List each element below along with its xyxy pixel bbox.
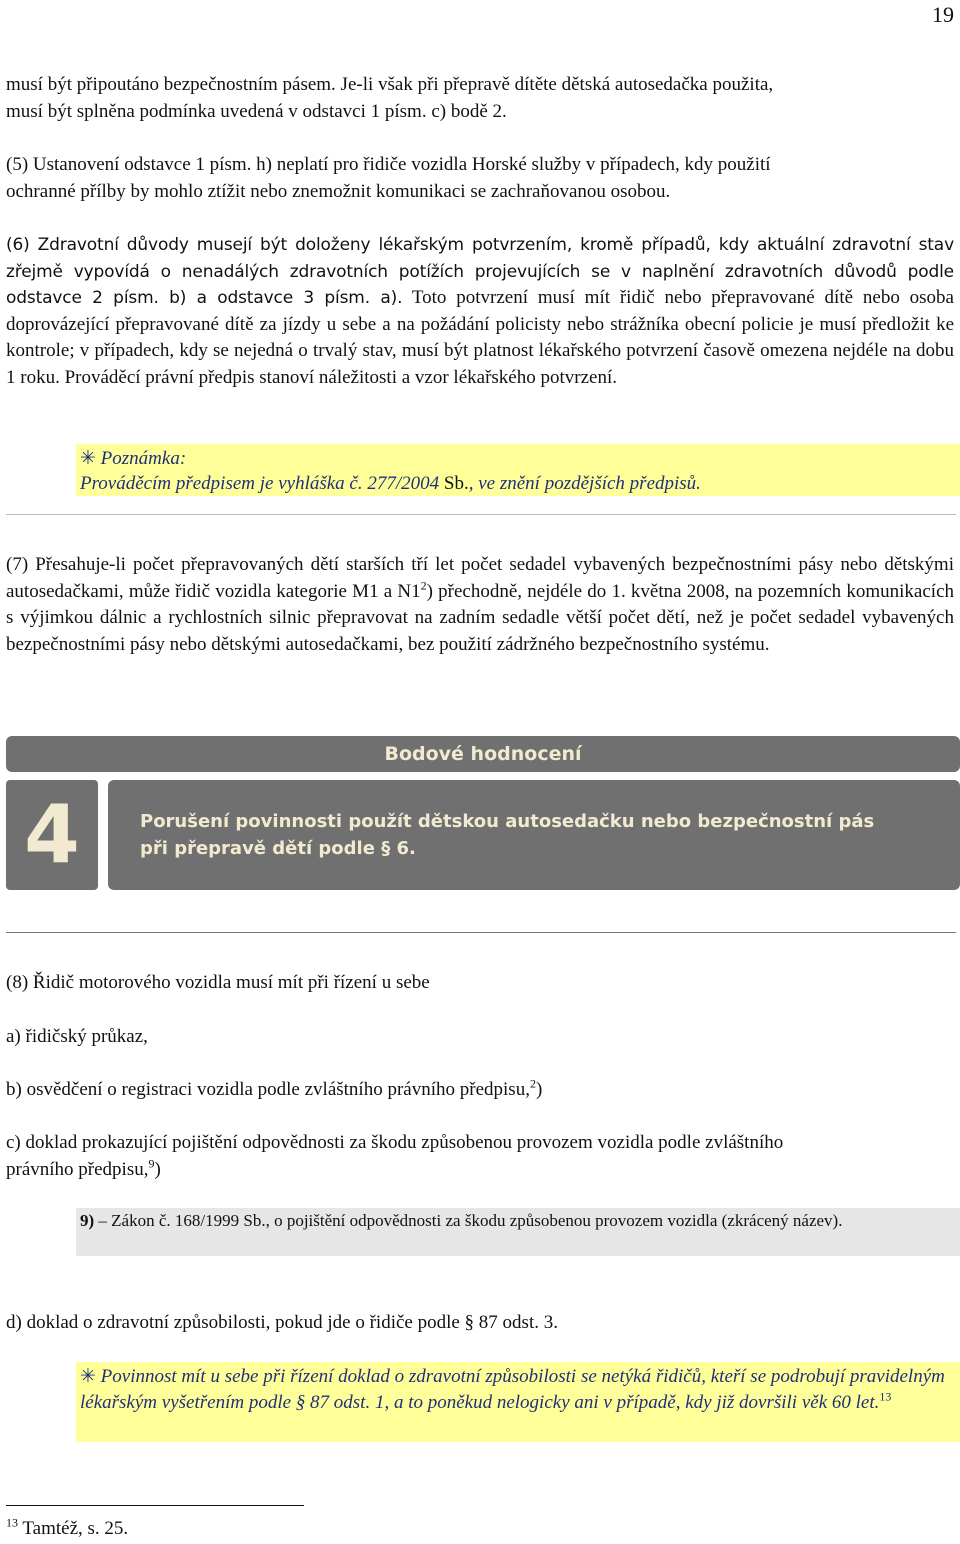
- note-box: [76, 444, 960, 496]
- asterisk-icon: ✳: [80, 1366, 96, 1387]
- footnote-ref: 9: [148, 1156, 155, 1171]
- list-item-c: [6, 1130, 954, 1183]
- points-description-line: při přepravě dětí podle § 6.: [140, 838, 416, 859]
- footnote-separator: [6, 1505, 304, 1506]
- note-text-sb: Sb.: [439, 473, 469, 494]
- note-text-end: , ve znění pozdějších předpisů.: [468, 473, 701, 494]
- footnote-text: Tamtéž, s. 25.: [18, 1518, 129, 1539]
- paragraph-7: [6, 552, 954, 658]
- text-line: ochranné přílby by mohlo ztížit nebo znemožnit komunikaci se zachraňovanou osobou.: [6, 180, 671, 202]
- points-description: [108, 780, 960, 890]
- text-line: c) doklad prokazující pojištění odpovědnosti za škodu způsobenou provozem vozidla podle zvláštního: [6, 1132, 784, 1153]
- note-box: [76, 1362, 960, 1442]
- list-item-b-end: ): [535, 1079, 543, 1100]
- list-item-a: a) řidičský průkaz,: [6, 1026, 148, 1047]
- paragraph-7-text: (7) Přesahuje-li počet přepravovaných dětí starších tří let počet sedadel vybavených bezpečnostními pásy nebo dětskými autosedačkami, může řidič vozidla kategorie M1 a N1: [6, 554, 954, 602]
- divider: [6, 514, 956, 515]
- footnote-number: 13: [6, 1515, 18, 1530]
- paragraph-7-text-end: ) přechodně, nejdéle do 1. května 2008, na pozemních komunikacích s výjimkou dálnic a rychlostních silnic přepravovat na zadním sedadle větší počet dětí, než je počet sedadel vybavených bezpečnostními pásy nebo dětskými autosedačkami, bez použití zádržného bezpečnostního systému.: [6, 580, 954, 655]
- paragraph-intro: [6, 72, 954, 125]
- footnote-ref: 2: [420, 578, 427, 593]
- note-title: Poznámka:: [95, 448, 187, 469]
- list-item-c-end: ): [154, 1158, 161, 1180]
- paragraph-6: [6, 232, 954, 391]
- text-line: (5) Ustanovení odstavce 1 písm. h) neplatí pro řidiče vozidla Horské služby v případech, kdy použití: [6, 154, 771, 175]
- points-description-line: Porušení povinnosti použít dětskou autosedačku nebo bezpečnostní pás: [140, 811, 875, 832]
- text-line: musí být splněna podmínka uvedená v odstavci 1 písm. c) bodě 2.: [6, 100, 507, 122]
- page-number: 19: [932, 2, 954, 27]
- list-item-b-text: b) osvědčení o registraci vozidla podle zvláštního právního předpisu,: [6, 1079, 530, 1100]
- points-value: 4: [6, 780, 98, 890]
- footnote-9-box: [76, 1208, 960, 1256]
- footnote-9-text: – Zákon č. 168/1999 Sb., o pojištění odpovědnosti za škodu způsobenou provozem vozidla (zkrácený název).: [94, 1211, 843, 1230]
- divider: [6, 932, 956, 933]
- footnote-9-number: 9): [80, 1211, 95, 1230]
- points-banner-title: Bodové hodnocení: [6, 736, 960, 772]
- note-text: Povinnost mít u sebe při řízení doklad o zdravotní způsobilosti se netýká řidičů, kteří se podrobují pravidelným lékařským vyšetřením podle § 87 odst. 1, a to poněkud nelogicky ani v případě, kdy již dovršili věk 60 let.: [80, 1366, 945, 1413]
- text-line: právního předpisu,: [6, 1158, 149, 1180]
- asterisk-icon: ✳: [80, 448, 96, 469]
- text-line: musí být připoutáno bezpečnostním pásem. Je-li však při přepravě dítěte dětská autosedačka použita,: [6, 74, 774, 95]
- paragraph-6-part2: Toto potvrzení musí mít řidič nebo přepravované dítě nebo osoba doprovázející přepravované dítě za jízdy u sebe a na požádání policisty nebo strážníka obecní policie je musí předložit ke kontrole; v případech, kdy se nejedná o trvalý stav, musí být platnost lékařského potvrzení časově omezena nejdéle na dobu 1 roku. Prováděcí právní předpis stanoví náležitosti a vzor lékařského potvrzení.: [6, 287, 954, 388]
- paragraph-5: [6, 152, 954, 205]
- list-item-b: [6, 1077, 954, 1104]
- footnote-ref: 13: [879, 1389, 892, 1404]
- footnote-ref: 2: [529, 1076, 536, 1091]
- note-text: Prováděcím předpisem je vyhláška č. 277/2004: [80, 473, 440, 494]
- list-item-d: d) doklad o zdravotní způsobilosti, pokud jde o řidiče podle § 87 odst. 3.: [6, 1312, 558, 1333]
- paragraph-8-intro: (8) Řidič motorového vozidla musí mít při řízení u sebe: [6, 972, 430, 993]
- footnote-13: [6, 1516, 954, 1543]
- paragraph-6-part1: (6) Zdravotní důvody musejí být doloženy lékařským potvrzením, kromě případů, kdy aktuální zdravotní stav zřejmě vypovídá o nenadálých zdravotních potížích projevujících se v naplnění zdravotních důvodů podle odstavce 2 písm. b) a odstavce 3 písm. a).: [6, 235, 954, 308]
